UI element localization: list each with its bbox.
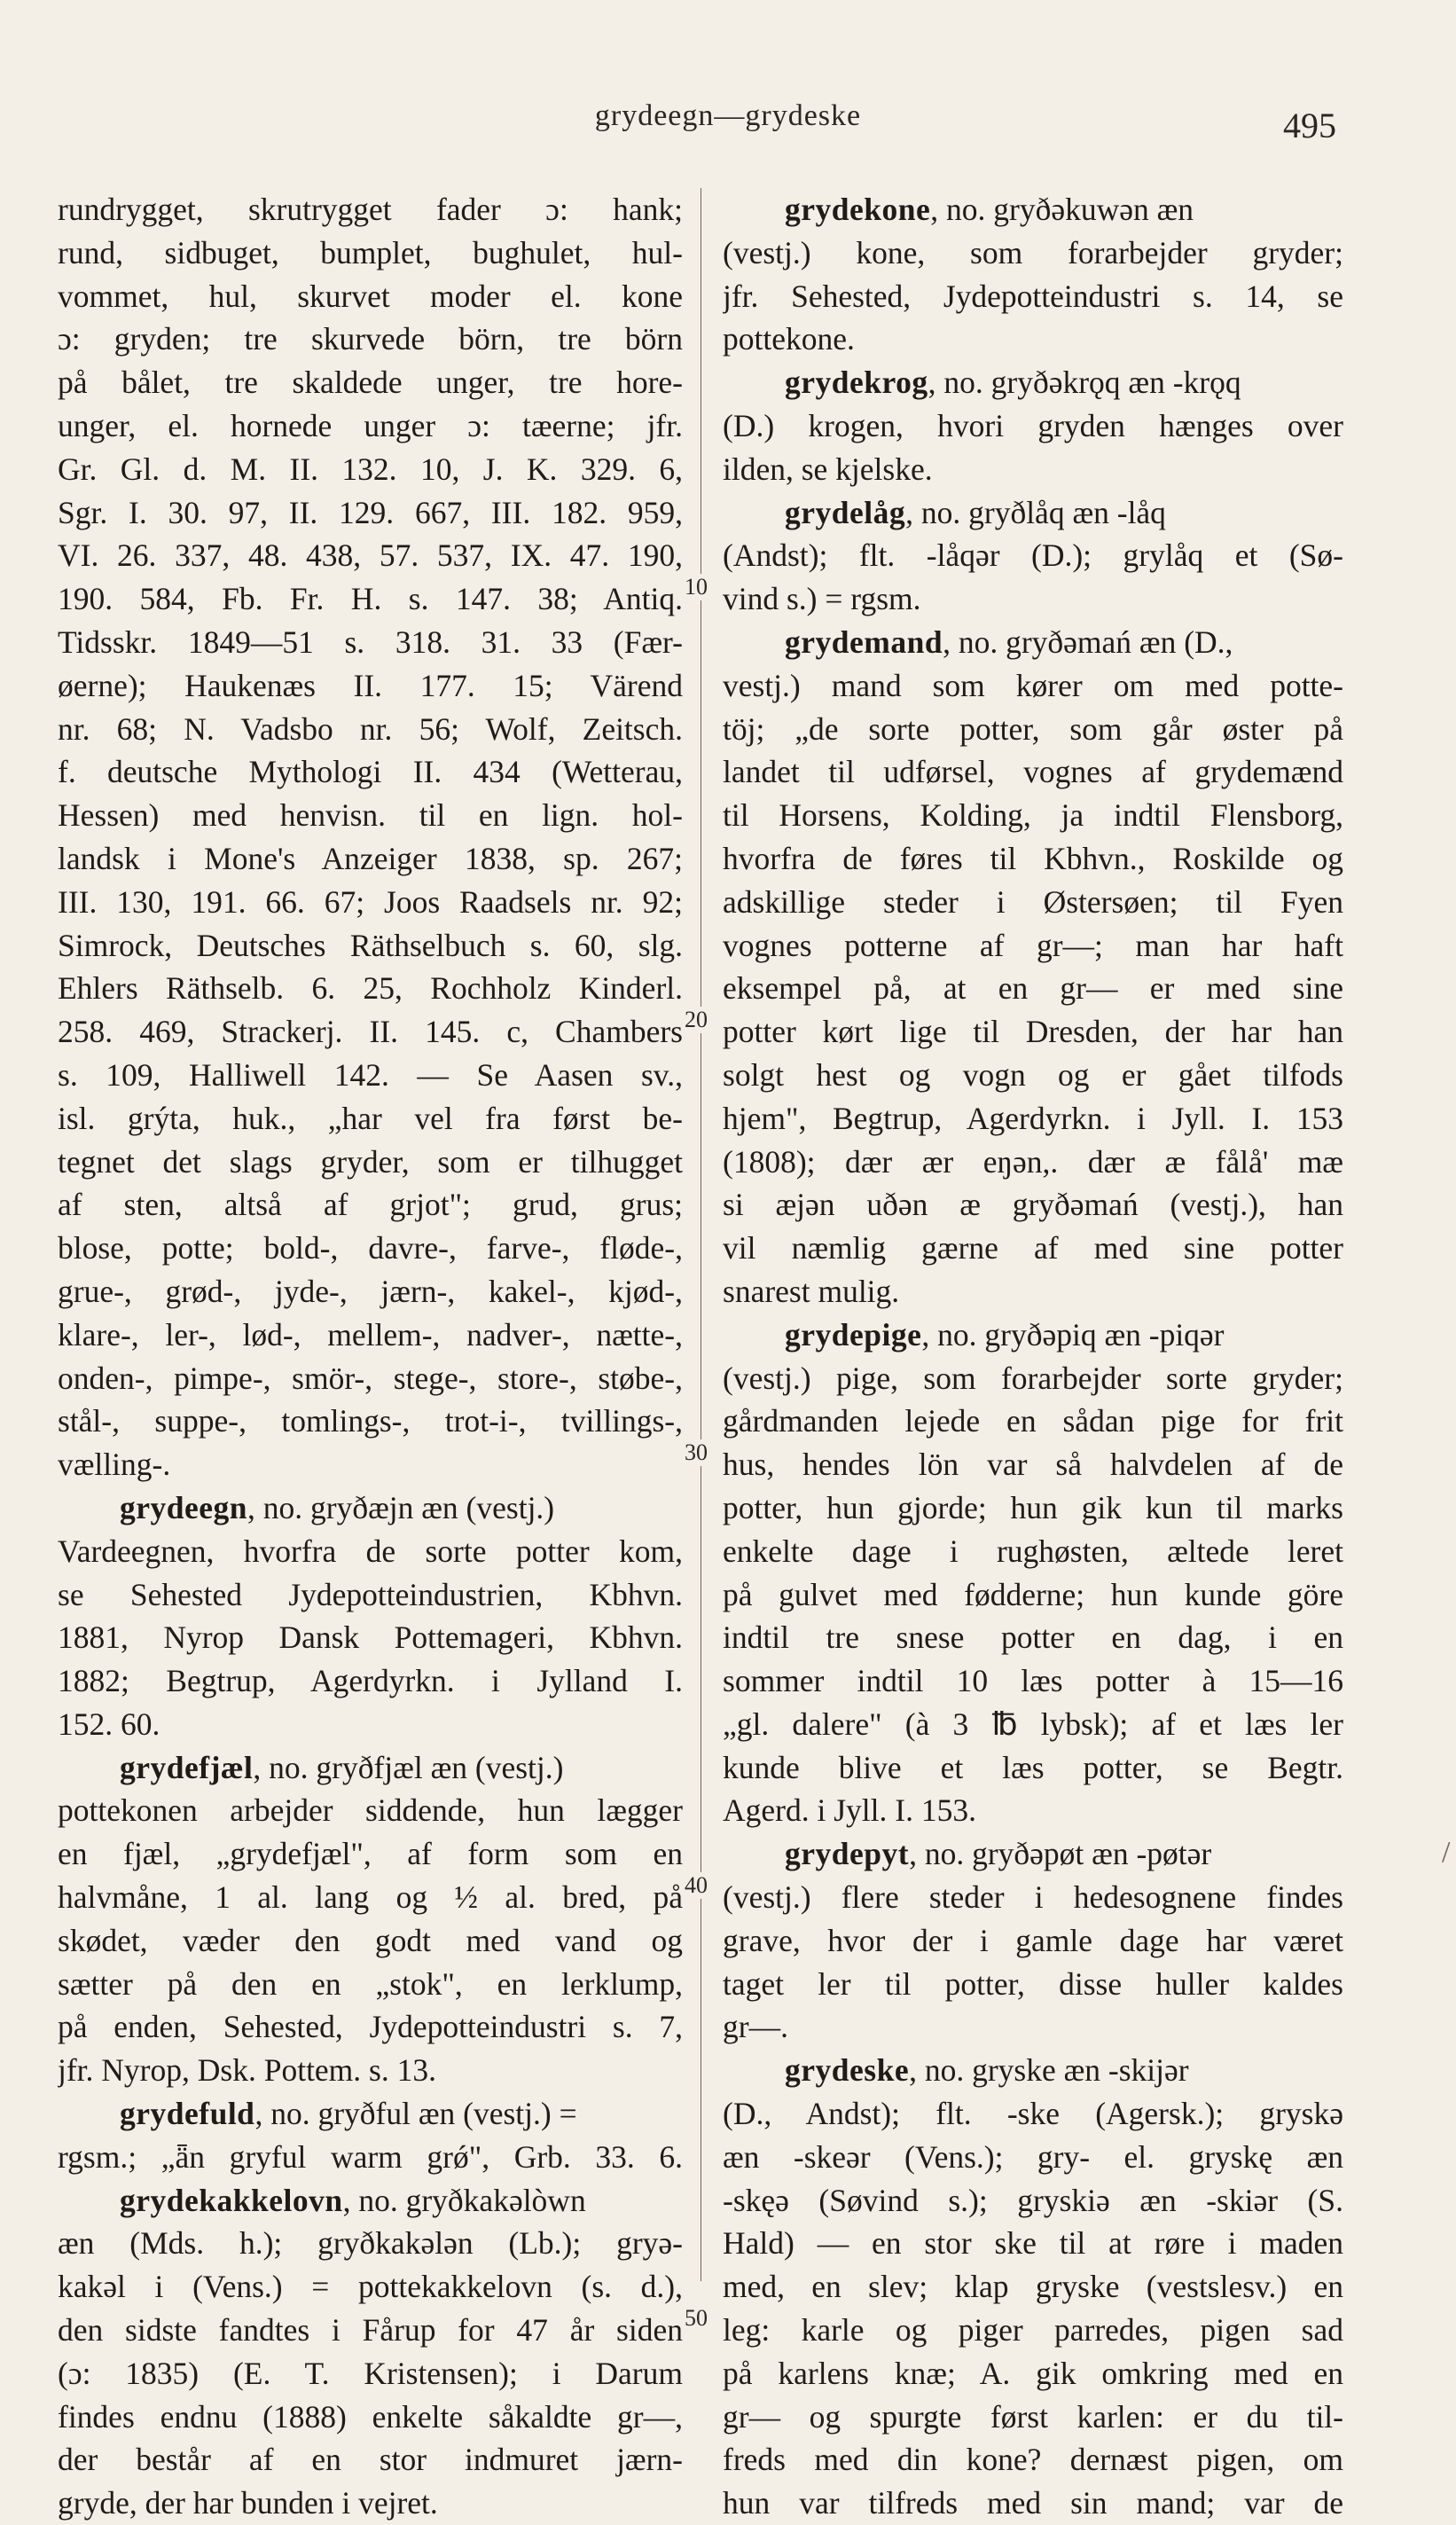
- text-line: rund, sidbuget, bumplet, bughulet, hul-: [58, 234, 683, 271]
- text-line: vind s.) = rgsm.: [723, 581, 921, 617]
- text-line: grave, hvor der i gamle dage har været: [723, 1922, 1343, 1958]
- text-line: kakəl i (Vens.) = pottekakkelovn (s. d.),: [58, 2269, 683, 2305]
- text-line: stål-, suppe-, tomlings-, trot-i-, tvillings-,: [58, 1403, 683, 1439]
- right-column: [723, 188, 1343, 2525]
- headword: grydelåg: [785, 494, 906, 530]
- text-line: (1808); dær ær eŋən,. dær æ fålå' mæ: [723, 1143, 1343, 1180]
- margin-mark: /: [1442, 1836, 1451, 1869]
- text-line: [723, 188, 1343, 231]
- headword: grydeegn: [120, 1489, 248, 1525]
- text-line: Tidsskr. 1849—51 s. 318. 31. 33 (Fær-: [58, 623, 683, 660]
- text-line: Hald) — en stor ske til at røre i maden: [723, 2225, 1343, 2262]
- text-line: (vestj.) flere steder i hedesognene findes: [723, 1879, 1343, 1916]
- text-line: vil næmlig gærne af med sine potter: [723, 1230, 1343, 1266]
- text-line: Vardeegnen, hvorfra de sorte potter kom,: [58, 1533, 683, 1569]
- line-number-50: 50: [685, 2305, 708, 2331]
- text-line: gårdmanden lejede en sådan pige for frit: [723, 1403, 1343, 1439]
- text-line: indtil tre snese potter en dag, i en: [723, 1619, 1343, 1656]
- text-line: pottekone.: [723, 321, 855, 357]
- text-line: vognes potterne af gr—; man har haft: [723, 927, 1343, 963]
- entry-text: , no. gryðæjn æn (vestj.): [247, 1489, 555, 1525]
- text-line: kunde blive et læs potter, se Begtr.: [723, 1749, 1343, 1785]
- text-line: (Andst); flt. -låqər (D.); grylåq et (Sø-: [723, 537, 1343, 574]
- text-line: findes endnu (1888) enkelte såkaldte gr—,: [58, 2398, 683, 2435]
- text-line: [723, 361, 1343, 404]
- text-line: Sgr. I. 30. 97, II. 129. 667, III. 182. 959,: [58, 494, 683, 530]
- text-line: den sidste fandtes i Fårup for 47 år siden: [58, 2312, 683, 2349]
- text-line: rgsm.; „ǟn gryful warm grǿ", Grb. 33. 6.: [58, 2138, 683, 2175]
- text-line: Hessen) med henvisn. til en lign. hol-: [58, 797, 683, 834]
- running-header: grydeegn—grydeske: [594, 99, 862, 132]
- text-line: på enden, Sehested, Jydepotteindustri s. 7,: [58, 2009, 683, 2045]
- text-line: taget ler til potter, disse huller kaldes: [723, 1965, 1343, 2002]
- text-line: æn (Mds. h.); gryðkakəlǝn (Lb.); gryə-: [58, 2225, 683, 2262]
- text-line: pottekonen arbejder siddende, hun lægger: [58, 1792, 683, 1829]
- text-line: vestj.) mand som kører om med potte-: [723, 667, 1343, 703]
- text-line: halvmåne, 1 al. lang og ½ al. bred, på: [58, 1879, 683, 1916]
- text-line: sommer indtil 10 læs potter à 15—16: [723, 1663, 1343, 1699]
- text-line: potter kørt lige til Dresden, der har han: [723, 1014, 1343, 1050]
- headword: grydefuld: [120, 2096, 255, 2132]
- entry-text: , no. gryðəkrǫq æn -krǫq: [928, 365, 1241, 401]
- left-column: [58, 188, 683, 2525]
- entry-text: , no. gryðəpiq æn -piqər: [921, 1316, 1225, 1353]
- entry-text: , no. gryðfjæl æn (vestj.): [253, 1749, 564, 1785]
- text-line: af sten, altså af grjot"; grud, grus;: [58, 1187, 683, 1223]
- text-line: isl. grýta, huk., „har vel fra først be-: [58, 1100, 683, 1136]
- text-line: grue-, grød-, jyde-, jærn-, kakel-, kjød-,: [58, 1273, 683, 1309]
- entry-text: , no. gryðəkuwən æn: [930, 192, 1194, 227]
- text-line: 190. 584, Fb. Fr. H. s. 147. 38; Antiq.: [58, 581, 683, 617]
- text-line: 152. 60.: [58, 1706, 160, 1742]
- text-line: landet til udførsel, vognes af grydemænd: [723, 754, 1343, 790]
- entry-text: , no. gryðlåq æn -låq: [905, 494, 1166, 530]
- text-line: jfr. Nyrop, Dsk. Pottem. s. 13.: [58, 2052, 436, 2089]
- text-line: ilden, se kjelske.: [723, 451, 933, 487]
- entry-text: , no. gryðəmań æn (D.,: [943, 623, 1233, 660]
- headword: grydemand: [785, 623, 943, 660]
- text-line: der består af en stor indmuret jærn-: [58, 2442, 683, 2478]
- text-line: [723, 2049, 1343, 2092]
- headword: grydepyt: [785, 1836, 910, 1872]
- text-line: [723, 491, 1343, 535]
- headword: grydepige: [785, 1316, 922, 1353]
- text-line: på karlens knæ; A. gik omkring med en: [723, 2355, 1343, 2391]
- text-line: adskillige steder i Østersøen; til Fyen: [723, 883, 1343, 920]
- text-line: solgt hest og vogn og er gået tilfods: [723, 1056, 1343, 1093]
- text-line: gr— og spurgte først karlen: er du til-: [723, 2398, 1343, 2435]
- text-line: [723, 1832, 1343, 1876]
- text-line: enkelte dage i rughøsten, æltede leret: [723, 1533, 1343, 1569]
- text-line: [723, 1313, 1343, 1357]
- text-line: s. 109, Halliwell 142. — Se Aasen sv.,: [58, 1056, 683, 1093]
- text-line: (D.) krogen, hvori gryden hænges over: [723, 407, 1343, 443]
- text-line: Simrock, Deutsches Räthselbuch s. 60, slg.: [58, 927, 683, 963]
- text-line: gryde, der har bunden i vejret.: [58, 2485, 438, 2521]
- text-line: tegnet det slags gryder, som er tilhugget: [58, 1143, 683, 1180]
- headword: grydekakkelovn: [120, 2182, 343, 2218]
- text-line: Agerd. i Jyll. I. 153.: [723, 1792, 976, 1829]
- text-line: (D., Andst); flt. -ske (Agersk.); gryskə: [723, 2096, 1343, 2132]
- text-line: töj; „de sorte potter, som går øster på: [723, 710, 1343, 747]
- text-line: vommet, hul, skurvet moder el. kone: [58, 278, 683, 314]
- text-line: øerne); Haukenæs II. 177. 15; Värend: [58, 667, 683, 703]
- headword: grydefjæl: [120, 1749, 254, 1785]
- text-line: til Horsens, Kolding, ja indtil Flensborg,: [723, 797, 1343, 834]
- text-line: 1881, Nyrop Dansk Pottemageri, Kbhvn.: [58, 1619, 683, 1656]
- text-line: si æjən uðən æ gryðəmań (vestj.), han: [723, 1187, 1343, 1223]
- page-number: 495: [1283, 106, 1336, 145]
- text-line: med, en slev; klap gryske (vestslesv.) en: [723, 2269, 1343, 2305]
- text-line: hus, hendes lön var så halvdelen af de: [723, 1447, 1343, 1483]
- text-line: -skęə (Søvind s.); gryskiə æn -skiər (S.: [723, 2182, 1343, 2218]
- text-line: onden-, pimpe-, smör-, stege-, store-, støbe-,: [58, 1360, 683, 1396]
- text-line: Ehlers Räthselb. 6. 25, Rochholz Kinderl.: [58, 970, 683, 1007]
- line-number-20: 20: [685, 1007, 708, 1032]
- headword: grydekone: [785, 192, 931, 227]
- text-line: leg: karle og piger parredes, pigen sad: [723, 2312, 1343, 2349]
- text-line: VI. 26. 337, 48. 438, 57. 537, IX. 47. 190,: [58, 537, 683, 574]
- entry-text: , no. gryðkakəlòwn: [342, 2182, 586, 2218]
- entry-text: , no. gryðəpøt æn -pøtər: [909, 1836, 1212, 1872]
- line-number-40: 40: [685, 1872, 708, 1898]
- text-line: jfr. Sehested, Jydepotteindustri s. 14, se: [723, 278, 1343, 314]
- text-line: unger, el. hornede unger ɔ: tæerne; jfr.: [58, 407, 683, 443]
- text-line: Gr. Gl. d. M. II. 132. 10, J. K. 329. 6,: [58, 451, 683, 487]
- text-line: „gl. dalere" (à 3 ℔ lybsk); af et læs ler: [723, 1706, 1343, 1742]
- text-line: (vestj.) pige, som forarbejder sorte gryder;: [723, 1360, 1343, 1396]
- text-line: gr—.: [723, 2009, 788, 2045]
- line-number-30: 30: [685, 1439, 708, 1465]
- text-line: på gulvet med fødderne; hun kunde göre: [723, 1576, 1343, 1612]
- text-line: hvorfra de føres til Kbhvn., Roskilde og: [723, 840, 1343, 876]
- text-line: hjem", Begtrup, Agerdyrkn. i Jyll. I. 153: [723, 1100, 1343, 1136]
- text-line: på bålet, tre skaldede unger, tre hore-: [58, 365, 683, 401]
- text-line: [58, 2092, 683, 2136]
- text-line: [58, 2179, 683, 2223]
- text-line: rundrygget, skrutrygget fader ɔ: hank;: [58, 192, 683, 227]
- entry-text: , no. gryske æn -skijər: [909, 2052, 1189, 2089]
- text-line: eksempel på, at en gr— er med sine: [723, 970, 1343, 1007]
- text-line: se Sehested Jydepotteindustrien, Kbhvn.: [58, 1576, 683, 1612]
- text-line: klare-, ler-, lød-, mellem-, nadver-, nætte-,: [58, 1316, 683, 1353]
- headword: grydeske: [785, 2052, 910, 2089]
- text-line: [723, 621, 1343, 664]
- text-line: æn -skeər (Vens.); gry- el. gryskę æn: [723, 2138, 1343, 2175]
- text-line: hun var tilfreds med sin mand; var de: [723, 2485, 1343, 2521]
- text-line: landsk i Mone's Anzeiger 1838, sp. 267;: [58, 840, 683, 876]
- text-line: vælling-.: [58, 1447, 171, 1483]
- text-line: skødet, væder den godt med vand og: [58, 1922, 683, 1958]
- text-line: nr. 68; N. Vadsbo nr. 56; Wolf, Zeitsch.: [58, 710, 683, 747]
- text-line: snarest mulig.: [723, 1273, 900, 1309]
- text-line: (vestj.) kone, som forarbejder gryder;: [723, 234, 1343, 271]
- text-line: f. deutsche Mythologi II. 434 (Wetterau,: [58, 754, 683, 790]
- headword: grydekrog: [785, 365, 928, 401]
- text-line: freds med din kone? dernæst pigen, om: [723, 2442, 1343, 2478]
- entry-text: , no. gryðful æn (vestj.) =: [254, 2096, 577, 2132]
- text-line: [58, 1486, 683, 1530]
- text-line: ɔ: gryden; tre skurvede börn, tre börn: [58, 321, 683, 357]
- line-number-10: 10: [685, 574, 708, 600]
- text-line: potter, hun gjorde; hun gik kun til marks: [723, 1489, 1343, 1525]
- text-line: blose, potte; bold-, davre-, farve-, fløde-,: [58, 1230, 683, 1266]
- text-line: sætter på den en „stok", en lerklump,: [58, 1965, 683, 2002]
- text-line: 258. 469, Strackerj. II. 145. c, Chambers: [58, 1014, 683, 1050]
- text-line: (ɔ: 1835) (E. T. Kristensen); i Darum: [58, 2355, 683, 2391]
- text-line: en fjæl, „grydefjæl", af form som en: [58, 1836, 683, 1872]
- text-line: III. 130, 191. 66. 67; Joos Raadsels nr. 92;: [58, 883, 683, 920]
- text-line: 1882; Begtrup, Agerdyrkn. i Jylland I.: [58, 1663, 683, 1699]
- text-line: [58, 1746, 683, 1790]
